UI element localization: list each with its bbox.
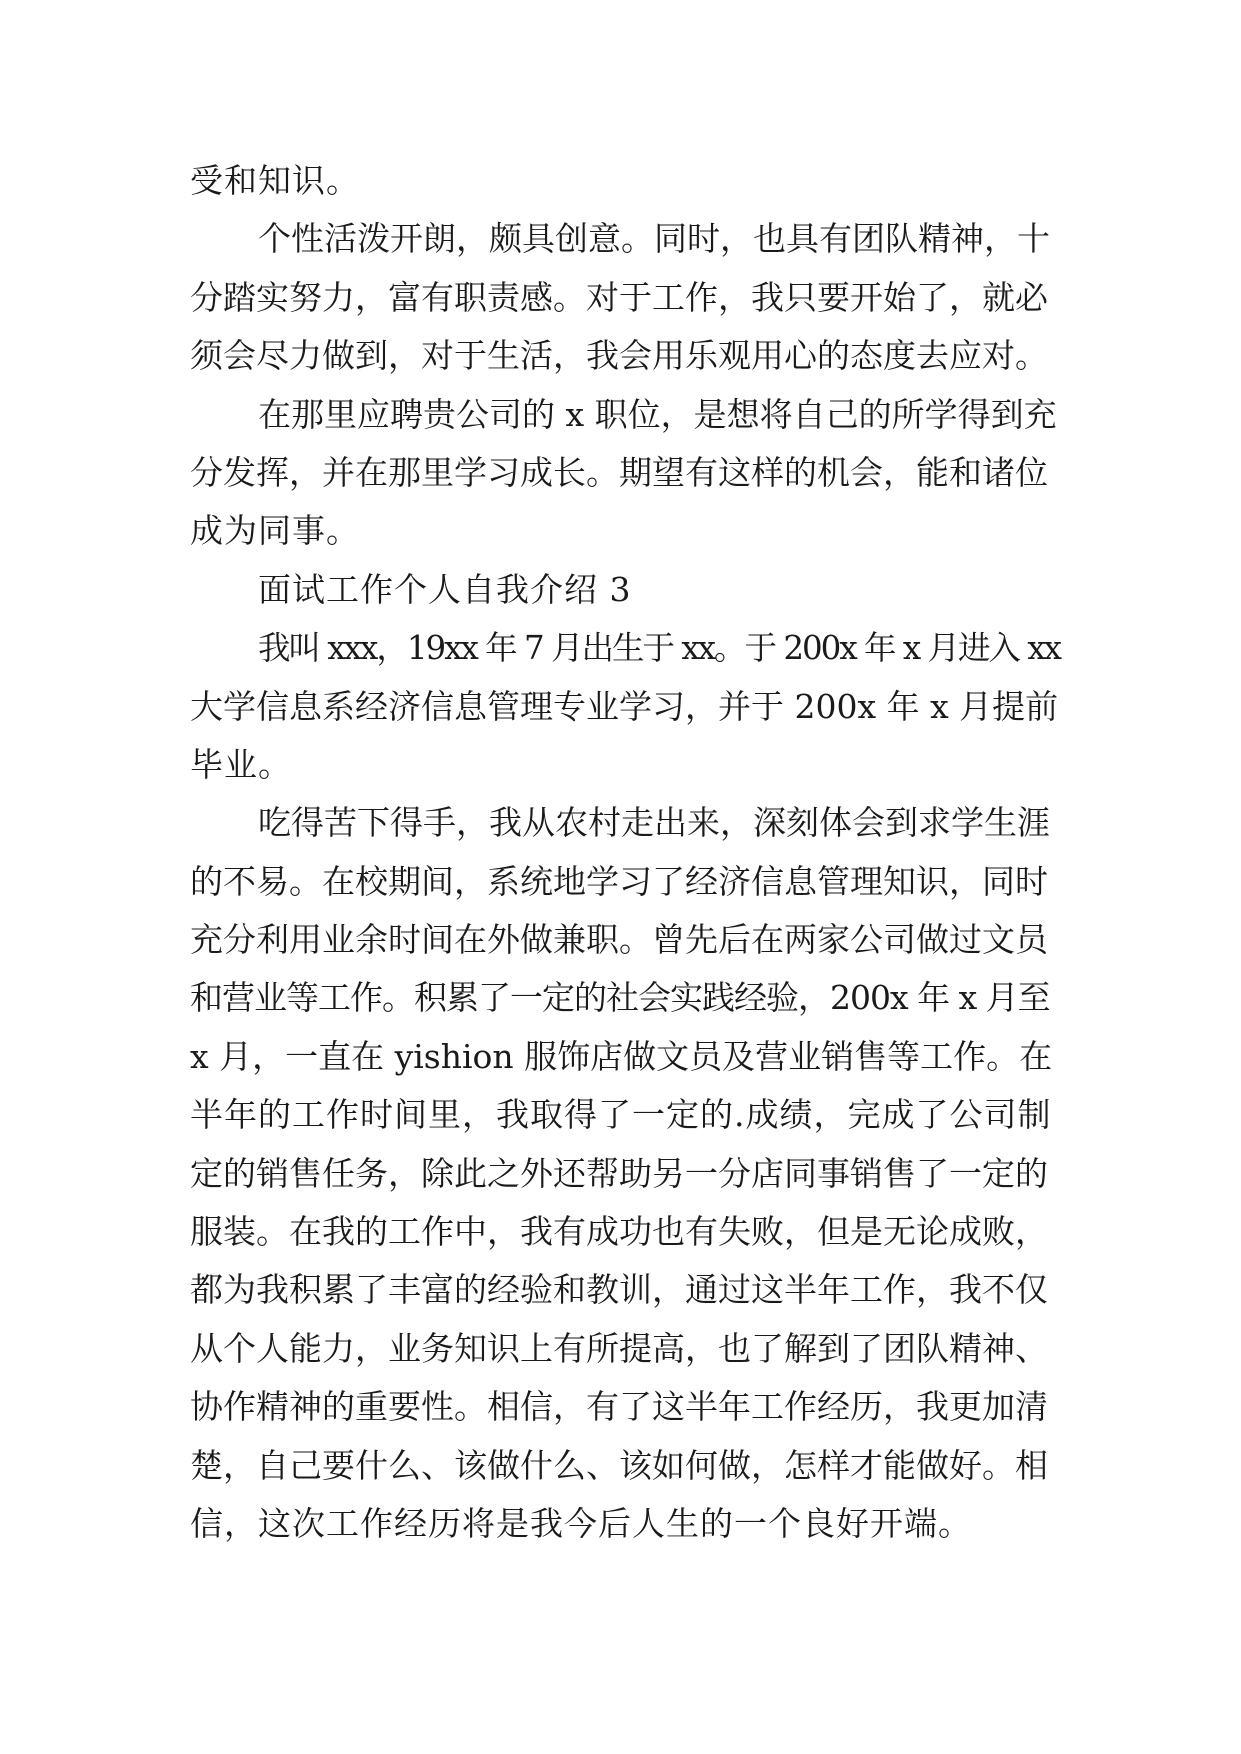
text-line: 毕业。 xyxy=(190,744,292,784)
text-line: 定的销售任务，除此之外还帮助另一分店同事销售了一定的 xyxy=(190,1153,1048,1193)
text-line: 面试工作个人自我介绍 3 xyxy=(258,569,632,609)
text-line: 分踏实努力，富有职责感。对于工作，我只要开始了，就必 xyxy=(190,277,1048,317)
text-line: 分发挥，并在那里学习成长。期望有这样的机会，能和诸位 xyxy=(190,452,1048,492)
text-line: 协作精神的重要性。相信，有了这半年工作经历，我更加清 xyxy=(190,1387,1048,1427)
document-body xyxy=(190,152,1060,1553)
text-line: 的不易。在校期间，系统地学习了经济信息管理知识，同时 xyxy=(190,861,1048,901)
text-line: 受和知识。 xyxy=(190,161,360,200)
text-line: 都为我积累了丰富的经验和教训，通过这半年工作，我不仅 xyxy=(190,1270,1048,1310)
text-line: x 月，一直在 yishion 服饰店做文员及营业销售等工作。在 xyxy=(190,1036,1053,1076)
text-line: 吃得苦下得手，我从农村走出来，深刻体会到求学生涯 xyxy=(258,803,1050,843)
text-line: 楚，自己要什么、该做什么、该如何做，怎样才能做好。相 xyxy=(190,1445,1048,1485)
text-line: 个性活泼开朗，颇具创意。同时，也具有团队精神，十 xyxy=(258,219,1050,259)
text-line: 大学信息系经济信息管理专业学习，并于 200x 年 x 月提前 xyxy=(190,686,1059,726)
text-line: 须会尽力做到，对于生活，我会用乐观用心的态度去应对。 xyxy=(190,336,1048,376)
text-line: 信，这次工作经历将是我今后人生的一个良好开端。 xyxy=(190,1503,972,1543)
text-line: 从个人能力，业务知识上有所提高，也了解到了团队精神、 xyxy=(190,1328,1048,1368)
text-line: 服装。在我的工作中，我有成功也有失败，但是无论成败， xyxy=(190,1212,1048,1252)
text-line: 半年的工作时间里，我取得了一定的.成绩，完成了公司制 xyxy=(190,1095,1052,1135)
text-line: 成为同事。 xyxy=(190,511,360,551)
text-line: 我叫 xxx，19xx 年 7 月出生于 xx。于 200x 年 x 月进入 xx xyxy=(258,629,1060,668)
text-line: 在那里应聘贵公司的 x 职位，是想将自己的所学得到充 xyxy=(258,394,1057,434)
text-line: 充分利用业余时间在外做兼职。曾先后在两家公司做过文员 xyxy=(190,920,1048,960)
text-line: 和营业等工作。积累了一定的社会实践经验，200x 年 x 月至 xyxy=(190,978,1050,1018)
